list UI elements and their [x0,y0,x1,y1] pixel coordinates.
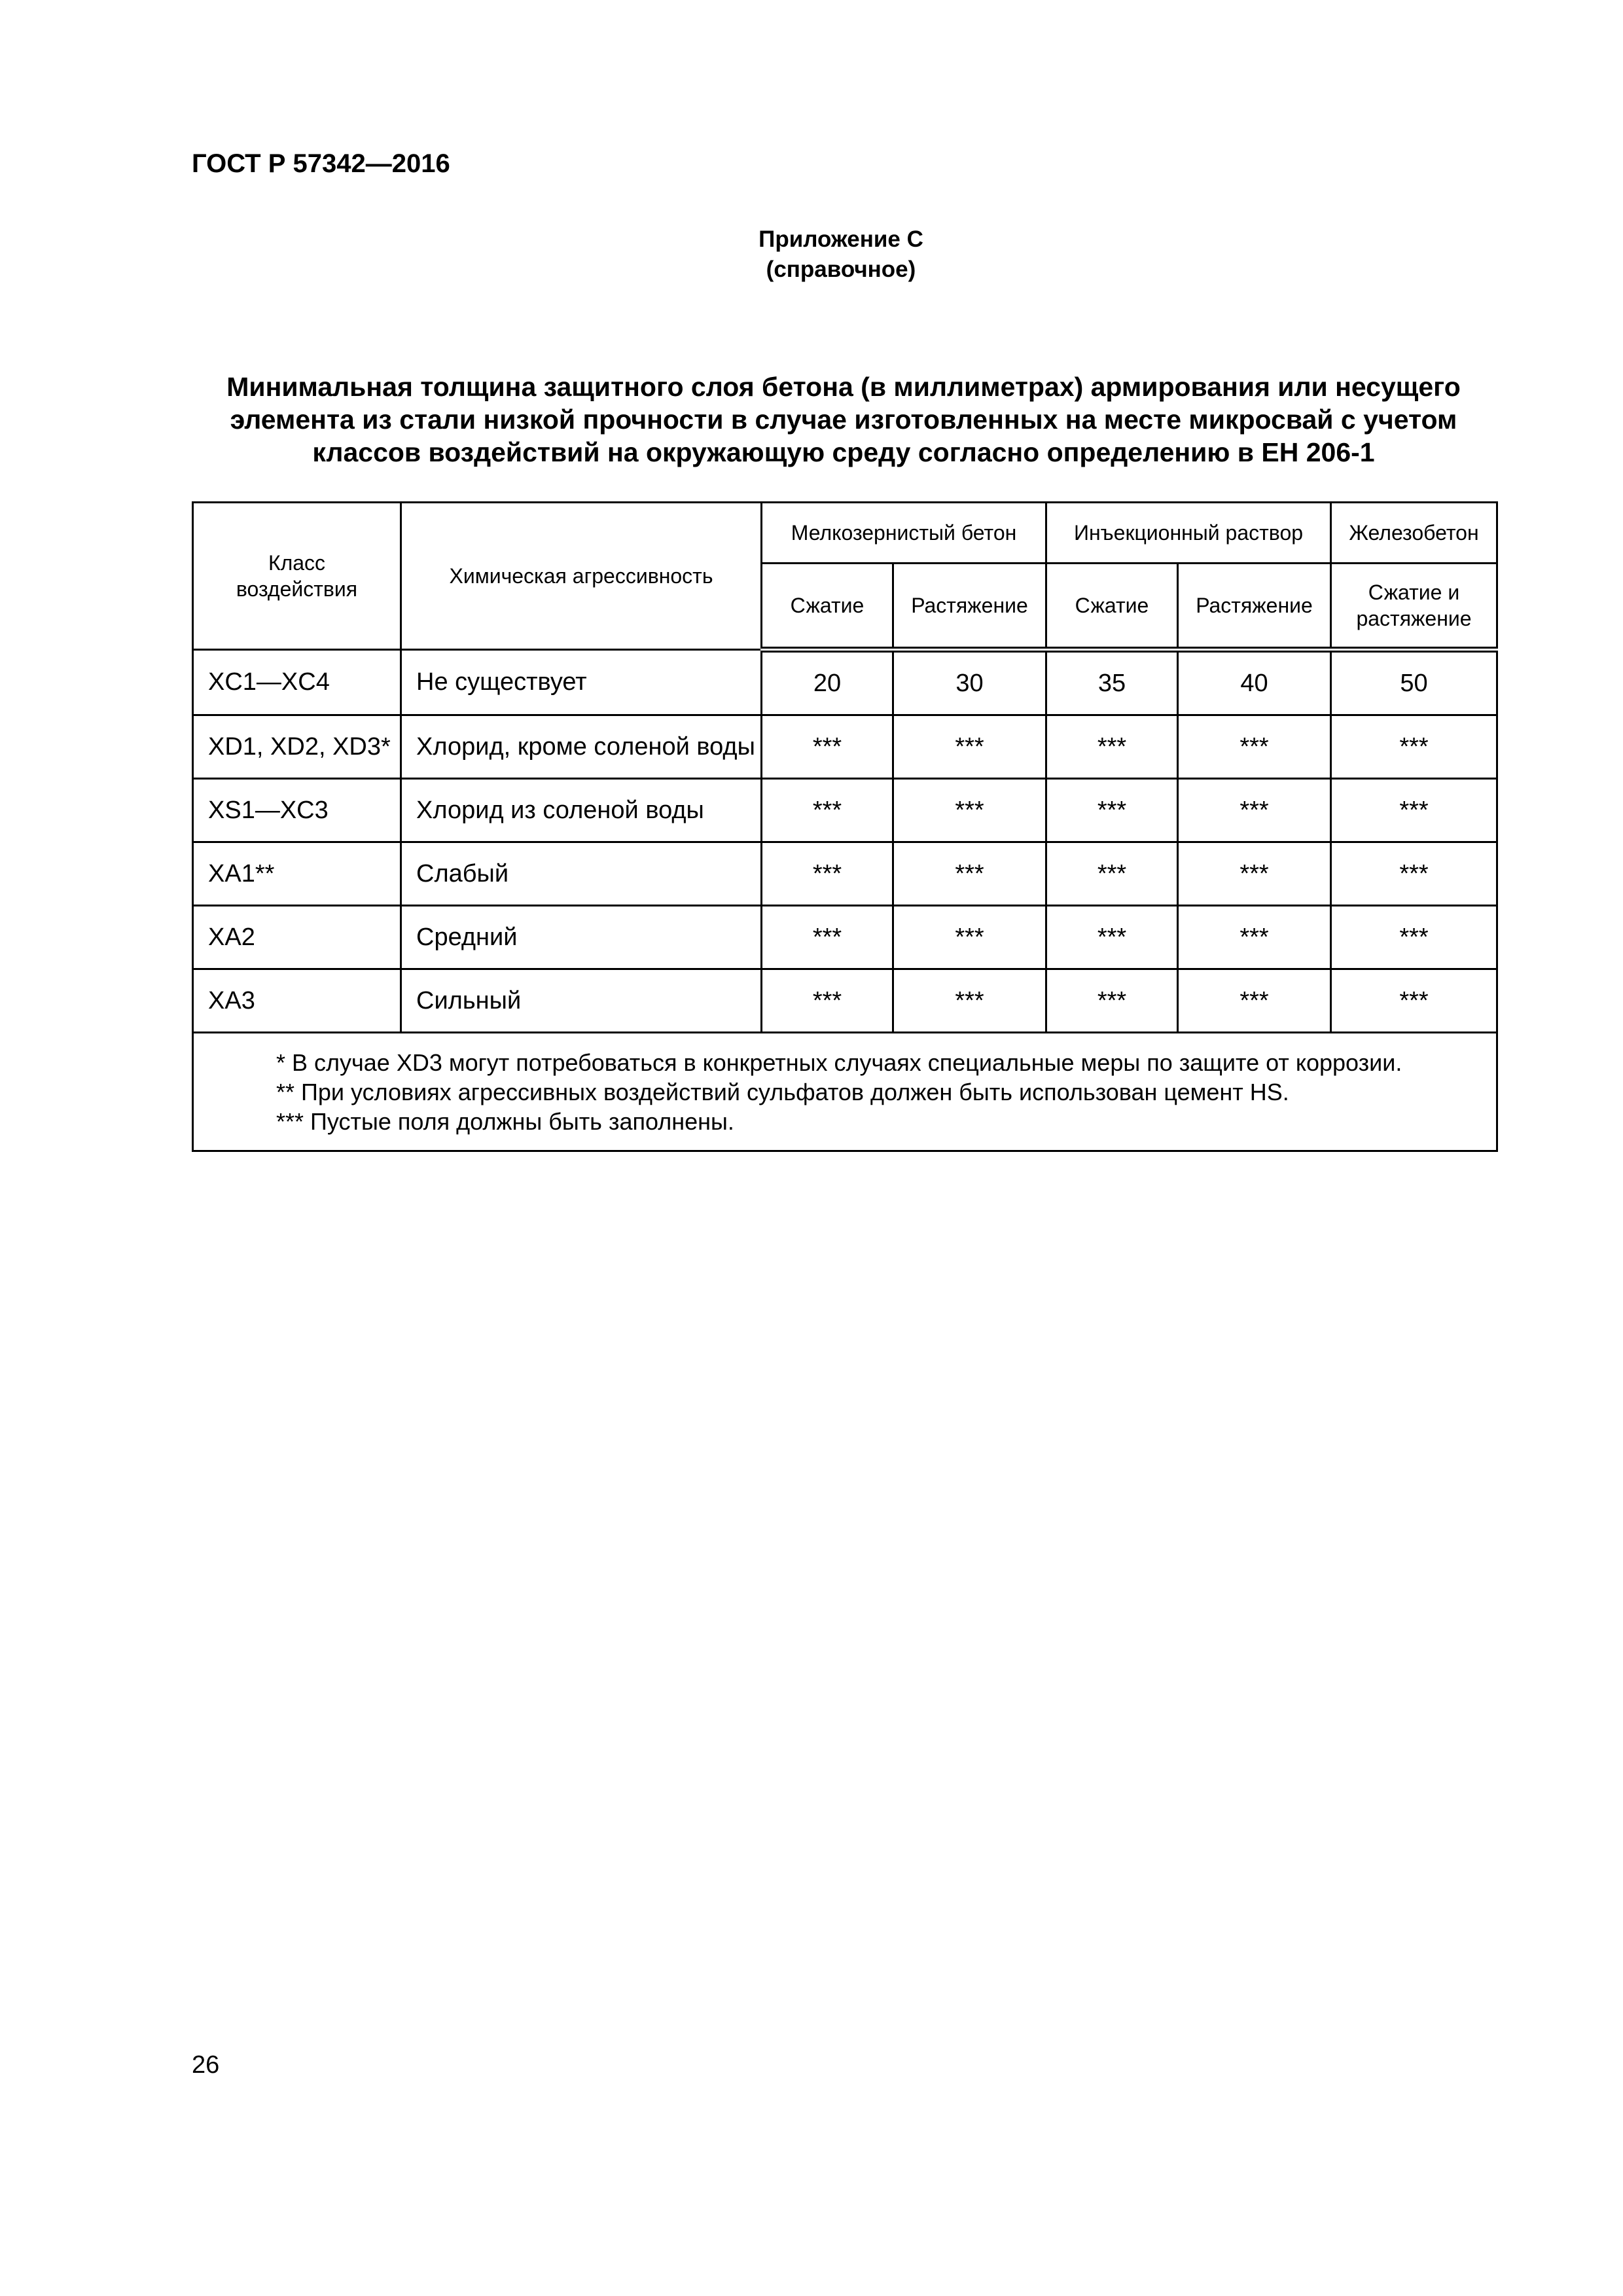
cell-value: *** [762,842,893,906]
caption-line: элемента из стали низкой прочности в случае изготовленных на месте микросвай с учетом [230,404,1457,435]
cell-class: XS1—XC3 [193,779,401,842]
table-row [193,906,1497,969]
cell-class: XD1, XD2, XD3* [193,715,401,779]
table-note: ** При условиях агрессивных воздействий сульфатов должен быть использован цемент HS. [276,1078,1289,1105]
cell-value: *** [1331,842,1497,906]
cell-value: 50 [1331,650,1497,715]
cell-value: *** [1331,715,1497,779]
table-row [193,779,1497,842]
cell-value: *** [762,779,893,842]
cell-value: 20 [762,650,893,715]
cell-value: *** [1178,715,1331,779]
cell-aggressiveness: Хлорид из соленой воды [401,779,762,842]
table-note: * В случае XD3 могут потребоваться в конкретных случаях специальные меры по защите от коррозии. [276,1049,1402,1076]
cell-value: *** [1046,906,1178,969]
cell-value: *** [893,842,1046,906]
cell-aggressiveness: Средний [401,906,762,969]
cell-aggressiveness: Сильный [401,969,762,1033]
header-reinforced-concrete: Железобетон [1331,503,1497,564]
cell-value: *** [893,715,1046,779]
table-row [193,842,1497,906]
header-compression: Сжатие [1046,564,1178,650]
page-number: 26 [192,2051,220,2079]
cell-value: *** [1331,969,1497,1033]
cover-thickness-table [192,501,1498,1152]
cell-aggressiveness: Слабый [401,842,762,906]
header-class: Класс воздействия [193,503,401,650]
cell-value: *** [893,906,1046,969]
cell-value: *** [1178,969,1331,1033]
table-row [193,715,1497,779]
cell-value: 35 [1046,650,1178,715]
cell-value: *** [893,969,1046,1033]
header-compression-tension: Сжатие и растяжение [1331,564,1497,650]
table-row [193,650,1497,715]
cell-class: XA1** [193,842,401,906]
cell-value: *** [1046,842,1178,906]
cell-value: *** [1331,906,1497,969]
cell-value: *** [1331,779,1497,842]
cell-value: *** [1046,779,1178,842]
header-tension: Растяжение [893,564,1046,650]
cell-value: *** [1046,969,1178,1033]
cell-value: *** [1178,906,1331,969]
cell-value: *** [762,715,893,779]
cell-value: *** [762,969,893,1033]
header-tension: Растяжение [1178,564,1331,650]
cell-value: *** [1046,715,1178,779]
header-aggressiveness: Химическая агрессивность [401,503,762,650]
cell-value: *** [1178,842,1331,906]
cell-class: XC1—XC4 [193,650,401,715]
header-fine-concrete: Мелкозернистый бетон [762,503,1046,564]
cell-value: 30 [893,650,1046,715]
table-row [193,969,1497,1033]
table-notes [193,1033,1497,1151]
header-grout: Инъекционный раствор [1046,503,1331,564]
cell-aggressiveness: Не существует [401,650,762,715]
cell-aggressiveness: Хлорид, кроме соленой воды [401,715,762,779]
caption-line: Минимальная толщина защитного слоя бетона (в миллиметрах) армирования или несущего [226,372,1461,402]
appendix-title: Приложение С [758,226,923,252]
cell-value: *** [762,906,893,969]
table-caption [192,370,1495,469]
appendix-type: (справочное) [766,257,916,282]
document-code: ГОСТ Р 57342—2016 [192,149,450,178]
cell-class: XA2 [193,906,401,969]
table-note: *** Пустые поля должны быть заполнены. [276,1107,734,1135]
caption-line: классов воздействий на окружающую среду согласно определению в ЕН 206-1 [312,437,1375,467]
cell-class: XA3 [193,969,401,1033]
cell-value: *** [1178,779,1331,842]
cell-value: *** [893,779,1046,842]
cell-value: 40 [1178,650,1331,715]
header-compression: Сжатие [762,564,893,650]
